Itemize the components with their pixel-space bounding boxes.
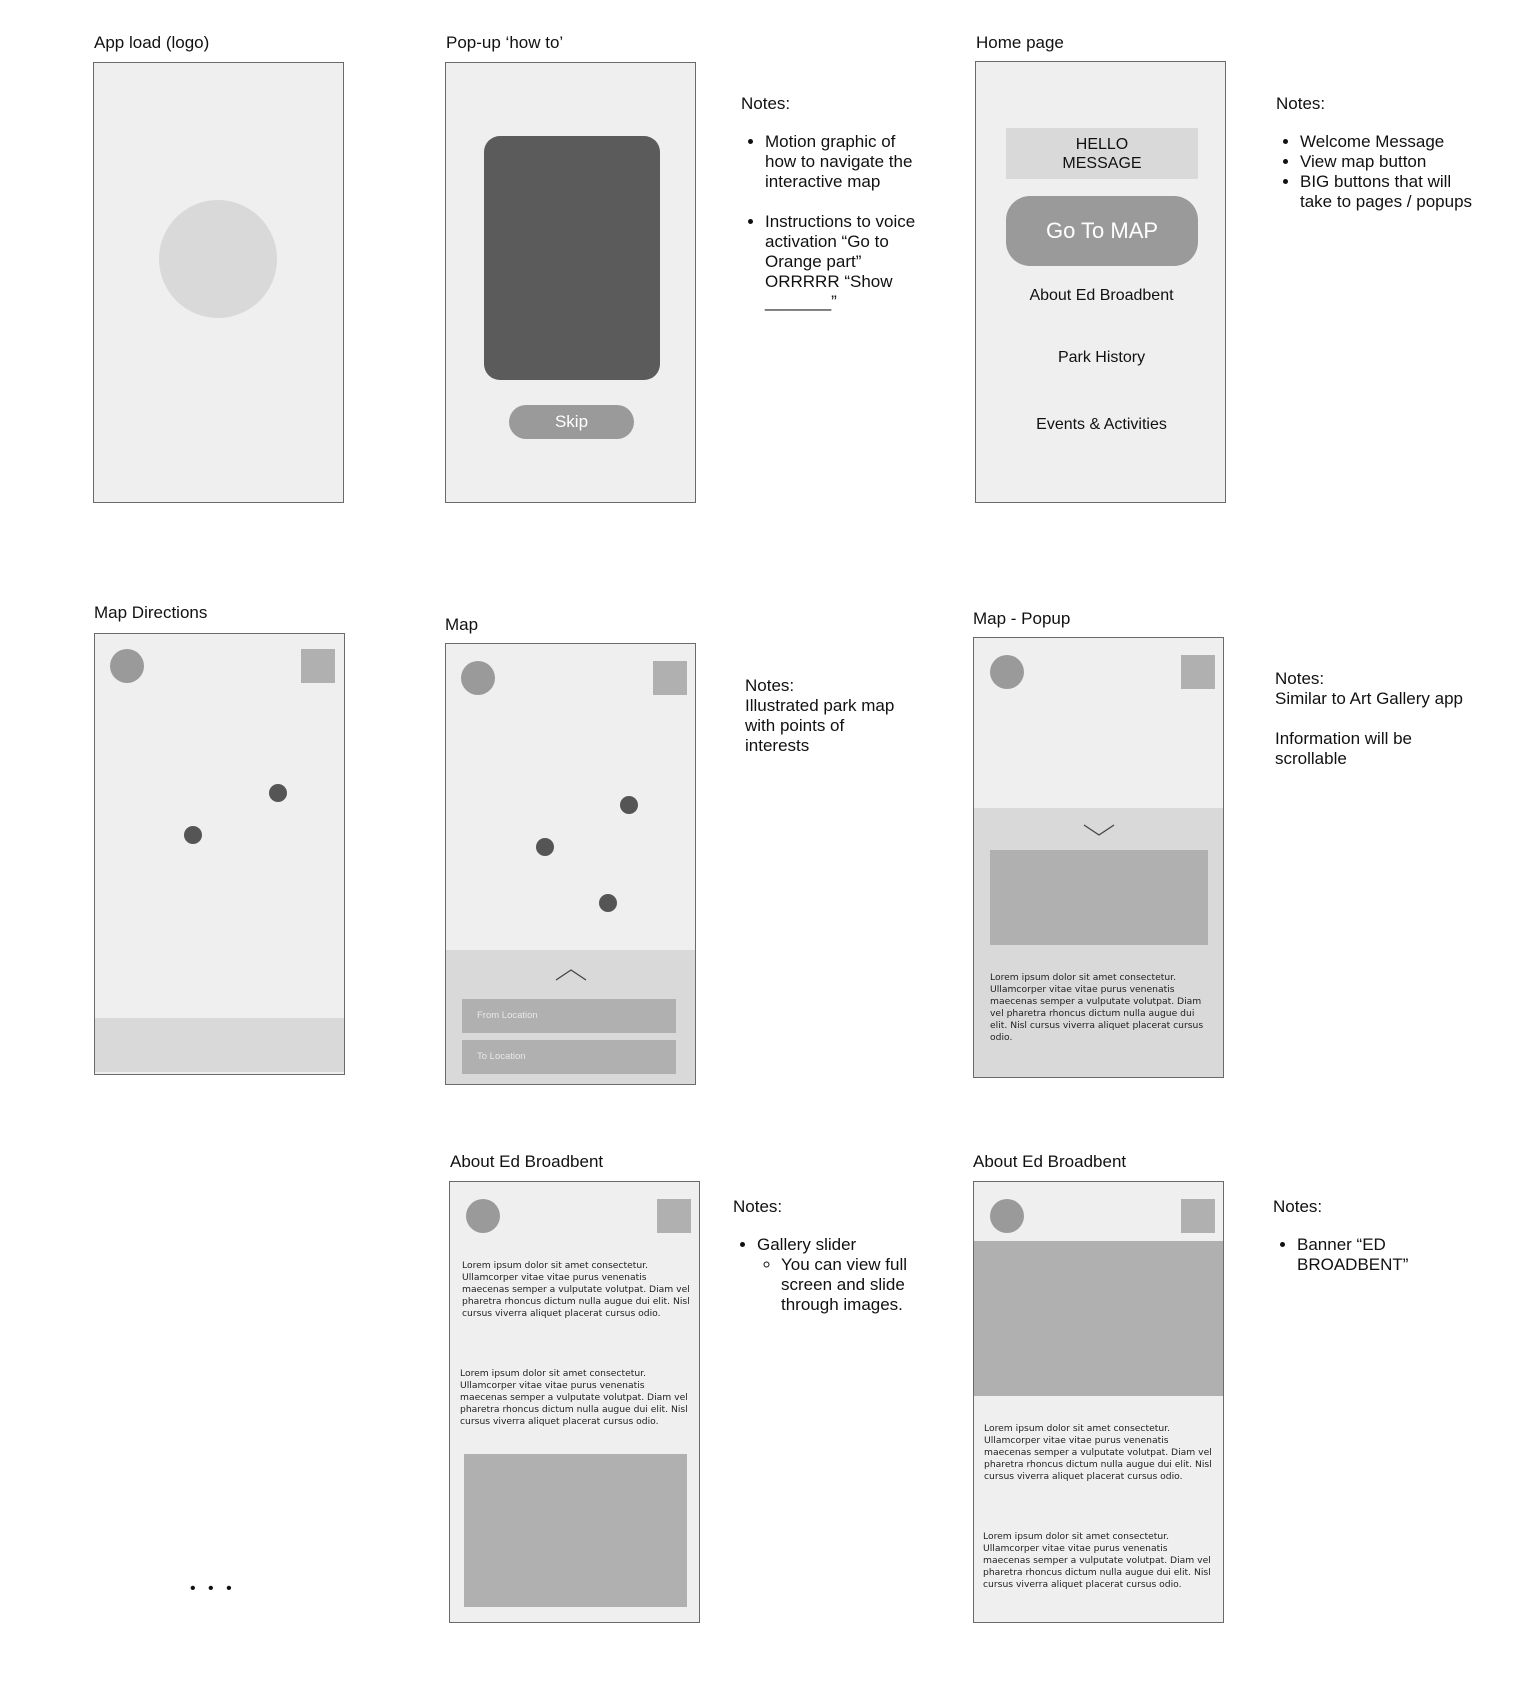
app-load-label: App load (logo) [94, 33, 210, 52]
to-location-input[interactable]: To Location [462, 1040, 676, 1074]
map-popup-screen [973, 637, 1224, 1078]
about-text-2: Lorem ipsum dolor sit amet consectetur. Ullamcorper vitae vitae purus venenatis maecenas semper a vulputate volutpat. Diam vel pharetra rhoncus dictum nulla augue dui elit. Nisl cursus viverra aliquet placerat cursus odio. [460, 1368, 688, 1427]
map-point[interactable] [269, 784, 287, 802]
logo-placeholder [159, 200, 277, 318]
home-notes [1276, 94, 1476, 212]
app-load-screen [93, 62, 344, 503]
popup-notes [741, 94, 926, 312]
menu-icon[interactable] [657, 1199, 691, 1233]
note-item: • Banner “ED BROADBENT” [1297, 1235, 1473, 1275]
map-notes [745, 676, 895, 756]
about-link[interactable]: About Ed Broadbent [1029, 287, 1174, 304]
motion-graphic-placeholder [484, 136, 660, 380]
skip-button[interactable]: Skip [509, 405, 634, 439]
popup-image-placeholder [990, 850, 1208, 945]
events-link[interactable]: Events & Activities [1036, 416, 1167, 433]
about-2-notes [1273, 1197, 1473, 1275]
about-2-label: About Ed Broadbent [973, 1152, 1127, 1171]
notes-line: Information will be scrollable [1275, 729, 1413, 768]
popup-howto-label: Pop-up ‘how to’ [446, 33, 564, 52]
home-page-screen [975, 61, 1226, 503]
notes-text: Illustrated park map with points of interests [745, 696, 895, 755]
chevron-up-icon[interactable] [555, 968, 587, 982]
from-location-input[interactable]: From Location [462, 999, 676, 1033]
location-panel [446, 950, 696, 1085]
notes-heading: Notes: [745, 676, 795, 695]
notes-heading: Notes: [741, 94, 791, 113]
map-directions-label: Map Directions [94, 603, 208, 622]
hello-message: HELLO MESSAGE [1006, 128, 1198, 179]
gallery-slider-placeholder[interactable] [464, 1454, 687, 1607]
menu-icon[interactable] [1181, 1199, 1215, 1233]
popup-howto-screen [445, 62, 696, 503]
popup-sheet [974, 808, 1224, 1078]
map-popup-label: Map - Popup [973, 609, 1071, 628]
popup-description: Lorem ipsum dolor sit amet consectetur. Ullamcorper vitae vitae purus venenatis maecenas semper a vulputate volutpat. Diam vel pharetra rhoncus dictum nulla augue dui elit. Nisl cursus viverra aliquet placerat cursus odio. [990, 972, 1204, 1043]
about-text-2: Lorem ipsum dolor sit amet consectetur. Ullamcorper vitae vitae purus venenatis maecenas semper a vulputate volutpat. Diam vel pharetra rhoncus dictum nulla augue dui elit. Nisl cursus viverra aliquet placerat cursus odio. [983, 1531, 1211, 1590]
about-text-1: Lorem ipsum dolor sit amet consectetur. Ullamcorper vitae vitae purus venenatis maecenas semper a vulputate volutpat. Diam vel pharetra rhoncus dictum nulla augue dui elit. Nisl cursus viverra aliquet placerat cursus odio. [984, 1423, 1212, 1482]
go-to-map-button[interactable]: Go To MAP [1006, 196, 1198, 266]
note-item [757, 1235, 933, 1315]
about-1-label: About Ed Broadbent [450, 1152, 604, 1171]
about-2-screen [973, 1181, 1224, 1623]
profile-icon[interactable] [990, 655, 1024, 689]
map-screen [445, 643, 696, 1085]
note-item: • View map button [1300, 152, 1476, 172]
chevron-down-icon[interactable] [1083, 823, 1115, 837]
menu-icon[interactable] [653, 661, 687, 695]
note-item: • Instructions to voice activation “Go to Orange part” ORRRRR “Show _______” [765, 212, 926, 312]
about-text-1: Lorem ipsum dolor sit amet consectetur. Ullamcorper vitae vitae purus venenatis maecenas semper a vulputate volutpat. Diam vel pharetra rhoncus dictum nulla augue dui elit. Nisl cursus viverra aliquet placerat cursus odio. [462, 1260, 690, 1319]
map-label: Map [445, 615, 479, 634]
notes-heading: Notes: [733, 1197, 783, 1216]
notes-heading: Notes: [1273, 1197, 1323, 1216]
park-history-link[interactable]: Park History [1057, 349, 1146, 366]
banner-placeholder [974, 1241, 1224, 1396]
map-popup-notes [1275, 669, 1495, 769]
home-page-label: Home page [976, 33, 1064, 52]
about-1-notes [733, 1197, 933, 1315]
note-item-text: Gallery slider [757, 1235, 857, 1254]
menu-icon[interactable] [1181, 655, 1215, 689]
notes-heading: Notes: [1276, 94, 1326, 113]
menu-icon[interactable] [301, 649, 335, 683]
about-1-screen [449, 1181, 700, 1623]
note-item: • Welcome Message [1300, 132, 1476, 152]
profile-icon[interactable] [461, 661, 495, 695]
note-subitem: ◦ You can view full screen and slide through images. [781, 1255, 933, 1315]
more-screens-ellipsis: • • • [190, 1580, 236, 1597]
notes-line: Similar to Art Gallery app [1275, 689, 1464, 708]
note-item: • Motion graphic of how to navigate the interactive map [765, 132, 926, 192]
map-point[interactable] [184, 826, 202, 844]
directions-panel [95, 1018, 345, 1072]
map-point[interactable] [599, 894, 617, 912]
profile-icon[interactable] [110, 649, 144, 683]
note-item: • BIG buttons that will take to pages / popups [1300, 172, 1476, 212]
map-point[interactable] [620, 796, 638, 814]
profile-icon[interactable] [990, 1199, 1024, 1233]
profile-icon[interactable] [466, 1199, 500, 1233]
notes-heading: Notes: [1275, 669, 1325, 688]
map-point[interactable] [536, 838, 554, 856]
map-directions-screen [94, 633, 345, 1075]
